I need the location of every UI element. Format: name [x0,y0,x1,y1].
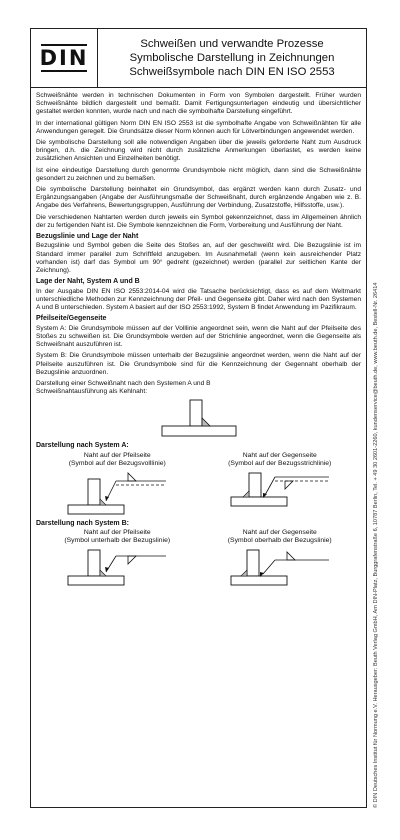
section-heading: Pfeilseite/Gegenseite [36,315,107,323]
system-b-arrow-side [42,529,192,592]
caption: (Symbol unterhalb der Bezugslinie) [64,537,171,545]
system-b-arrow-side-diagram [62,546,172,592]
copyright-side-text: © DIN Deutsches Institut für Normung e.V. Herausgeber: Beuth Verlag GmbH, Am DIN-Platz, Burggrafenstraße 6, 10787 Berlin, Tel. + 49 30 2601-2260, kundenservice@beuth.de, www.beuth.de, Bestell-Nr. 26414 [373,282,379,808]
caption: (Symbol auf der Bezugsstrichlinie) [228,460,332,468]
system-a-figures [36,452,361,517]
section-paragraph: In der Ausgabe DIN EN ISO 2553:2014-04 wird die Tatsache berücksichtigt, dass es auf dem Weltmarkt unterschiedliche Methoden zur Kennzeichnung der Pfeil- und Gegenseite gibt. Daher wird nach den Systemen A und B unterschieden. System A basiert auf der ISO 2553:1992, System B findet Anwendung im Pazifikraum. [36,287,361,312]
section-paragraph: System B: Die Grundsymbole müssen unterhalb der Bezugslinie angeordnet werden, wenn die Naht auf der Pfeilseite auszuführen ist. Die Grundsymbole sind für die Kennzeichnung der Gegennaht oberhalb der Bezugslinie anzuordnen. [36,352,361,376]
sheet-body [31,88,366,592]
caption: (Symbol oberhalb der Bezugslinie) [227,537,332,545]
logo-cell [31,29,98,87]
intro-paragraph: Die verschiedenen Nahtarten werden durch jeweils ein Symbol gekennzeichnet, dass im Allgemeinen ähnlich der zu fertigenden Naht ist. Die Symbole kennzeichnen die Form, Vorbereitung und Ausführung der Naht. [36,213,361,229]
system-b-other-side-diagram [225,546,335,592]
sheet-header [31,29,366,88]
sheet-title [98,29,366,87]
system-b-other-side [205,529,355,592]
fillet-weld-diagram [36,398,361,438]
system-a-arrow-side [42,452,192,517]
figure-intro: Darstellung einer Schweißnaht nach den Systemen A und B [36,379,211,387]
title-line-3: Schweißsymbole nach DIN EN ISO 2553 [129,66,335,78]
section-paragraph: System A: Die Grundsymbole müssen auf der Volllinie angeordnet sein, wenn die Naht auf der Pfeilseite des Stoßes zu schweißen ist. Die Grundsymbole werden auf der Strichlinie angeordnet, wenn die Gegenseite als Schweißnaht auszuführen ist. [36,324,361,349]
figure-intro: Schweißnahtausführung als Kehlnaht: [36,388,148,396]
system-a-arrow-side-diagram [62,469,172,517]
info-sheet [30,28,367,808]
caption: Naht auf der Gegenseite [242,528,317,536]
system-a-heading: Darstellung nach System A: [36,442,129,450]
caption: (Symbol auf der Bezugsvolllinie) [68,460,166,468]
intro-paragraph: Die symbolische Darstellung soll alle notwendigen Angaben über die jeweils geforderte Naht zum Ausdruck bringen, d.h. die Zeichnung wird nicht durch zusätzliche Anmerkungen überlastet, es werden keine zusätzlichen Ansichten und Einzelheiten benötigt. [36,139,361,163]
intro-paragraph: Ist eine eindeutige Darstellung durch genormte Grundsymbole nicht möglich, dann sind die Schweißnähte gesondert zu zeichnen und zu bemaßen. [36,166,361,182]
din-logo-text: DIN [39,46,89,70]
intro-paragraph: In der international gültigen Norm DIN EN ISO 2553 ist die symbolhafte Angabe von Schweißnähten für alle Anwendungen geregelt. Die Grundsätze dieser Norm können auch für Lötverbindungen angewendet werden. [36,119,361,135]
system-a-other-side-diagram [225,469,335,517]
title-line-2: Symbolische Darstellung in Zeichnungen [129,52,335,64]
system-b-figures [36,529,361,592]
caption: Naht auf der Pfeilseite [83,528,151,536]
caption: Naht auf der Pfeilseite [83,451,151,459]
section-heading: Bezugslinie und Lage der Naht [36,233,139,241]
section-heading: Lage der Naht, System A und B [36,278,140,286]
din-logo [40,41,88,75]
system-a-other-side [205,452,355,517]
intro-paragraph: Schweißnähte werden in technischen Dokumenten in Form von Symbolen dargestellt. Früher wurden Schweißnähte bildlich dargestellt und bemaßt. Damit Fertigungsunterlagen eindeutig und übersichtlicher gestaltet werden konnten, wurde nach und nach die symbolhafte Darstellung eingeführt. [36,92,361,116]
intro-paragraph: Die symbolische Darstellung beinhaltet ein Grundsymbol, das ergänzt werden kann durch Zusatz- und Ergänzungsangaben (Angabe der Ausführungsmaße der Schweißnaht, durch ergänzende Angaben wie z. B. Angabe des Verfahrens, Bewertungsgruppen, Ausführung der Verbindung, Zusatzstoffe, Hilfsstoffe, usw.). [36,186,361,210]
system-b-heading: Darstellung nach System B: [36,519,129,527]
caption: Naht auf der Gegenseite [242,451,317,459]
section-paragraph: Bezugslinie und Symbol geben die Seite des Stoßes an, auf der geschweißt wird. Die Bezugslinie ist im Standard immer parallel zum Schriftfeld anzugeben. Im Ausnahmefall (wenn kein ausreichender Platz vorhanden ist) darf das Symbol um 90° gedreht (gezeichnet) werden (parallel zur seitlichen Kante der Zeichnung). [36,242,361,275]
title-line-1: Schweißen und verwandte Prozesse [140,38,324,50]
